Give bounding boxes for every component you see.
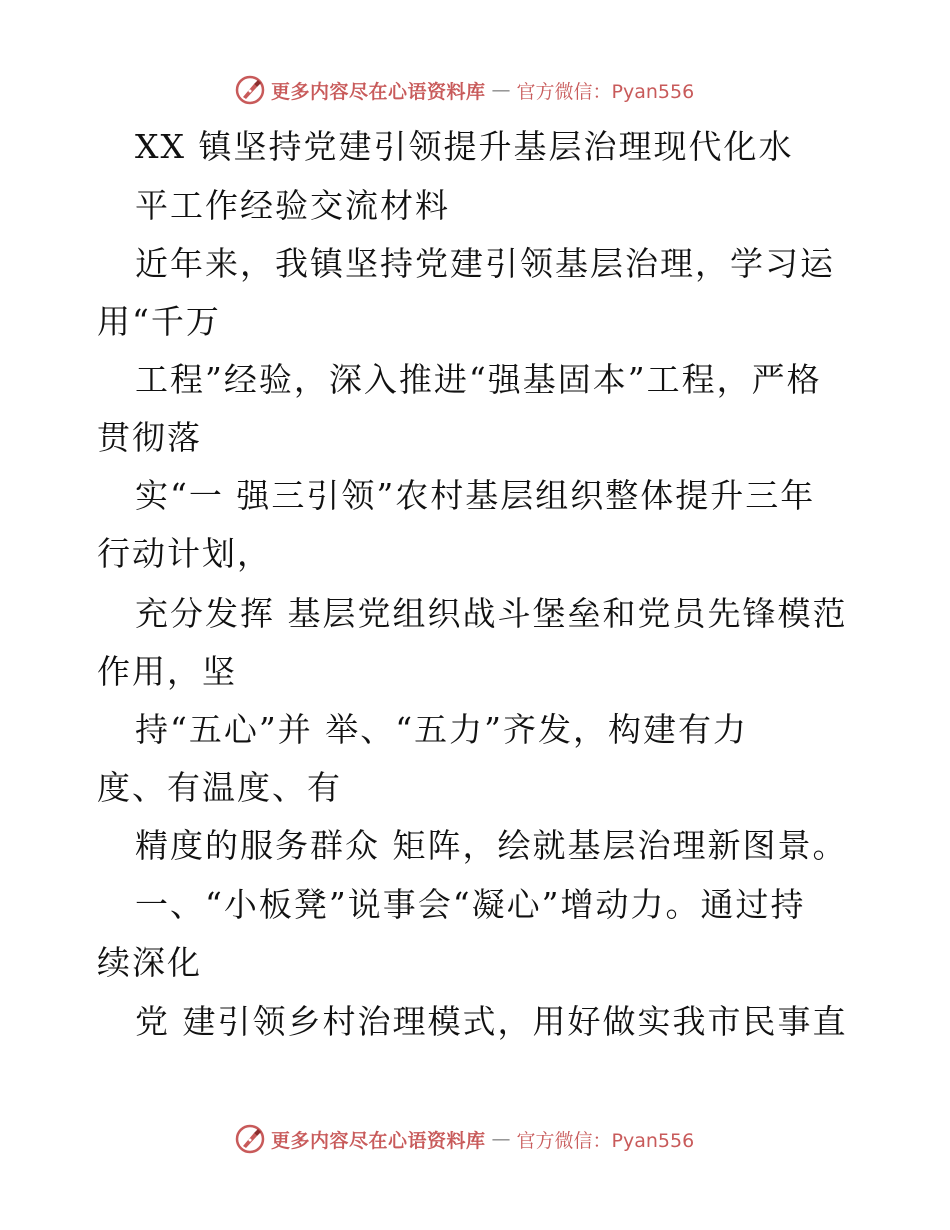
pen-nib-logo-icon	[235, 1124, 265, 1154]
paragraph-line: 行动计划，	[97, 534, 272, 573]
paragraph-line: 党 建引领乡村治理模式，用好做实我市民事直	[135, 1002, 848, 1041]
paragraph-line: 持“五心”并 举、“五力”齐发，构建有力	[135, 710, 748, 749]
paragraph-line: 工程”经验，深入推进“强基固本”工程，严格	[135, 360, 822, 399]
watermark-site-text: 更多内容尽在心语资料库	[271, 1129, 486, 1152]
watermark-wechat-text: 官方微信：Pyan556	[516, 80, 695, 103]
document-title-line-1: XX 镇坚持党建引领提升基层治理现代化水	[135, 127, 794, 166]
document-title-line-2: 平工作经验交流材料	[135, 186, 450, 225]
paragraph-line: 精度的服务群众 矩阵，绘就基层治理新图景。	[135, 826, 848, 865]
watermark-separator: —	[491, 79, 511, 101]
paragraph-line: 续深化	[97, 943, 202, 982]
watermark-separator: —	[491, 1128, 511, 1150]
paragraph-line: 贯彻落	[97, 418, 202, 457]
paragraph-line: 近年来，我镇坚持党建引领基层治理，学习运	[135, 244, 835, 283]
paragraph-line: 度、有温度、有	[97, 768, 342, 807]
paragraph-line: 实“一 强三引领”农村基层组织整体提升三年	[135, 476, 816, 515]
paragraph-line: 用“千万	[97, 302, 221, 341]
paragraph-line: 作用，坚	[97, 652, 237, 691]
watermark-site-text: 更多内容尽在心语资料库	[271, 80, 486, 103]
section-heading-line: 一、“小板凳”说事会“凝心”增动力。通过持	[135, 885, 806, 924]
watermark-wechat-text: 官方微信：Pyan556	[516, 1129, 695, 1152]
paragraph-line: 充分发挥 基层党组织战斗堡垒和党员先锋模范	[135, 594, 848, 633]
footer-watermark	[235, 1122, 694, 1156]
